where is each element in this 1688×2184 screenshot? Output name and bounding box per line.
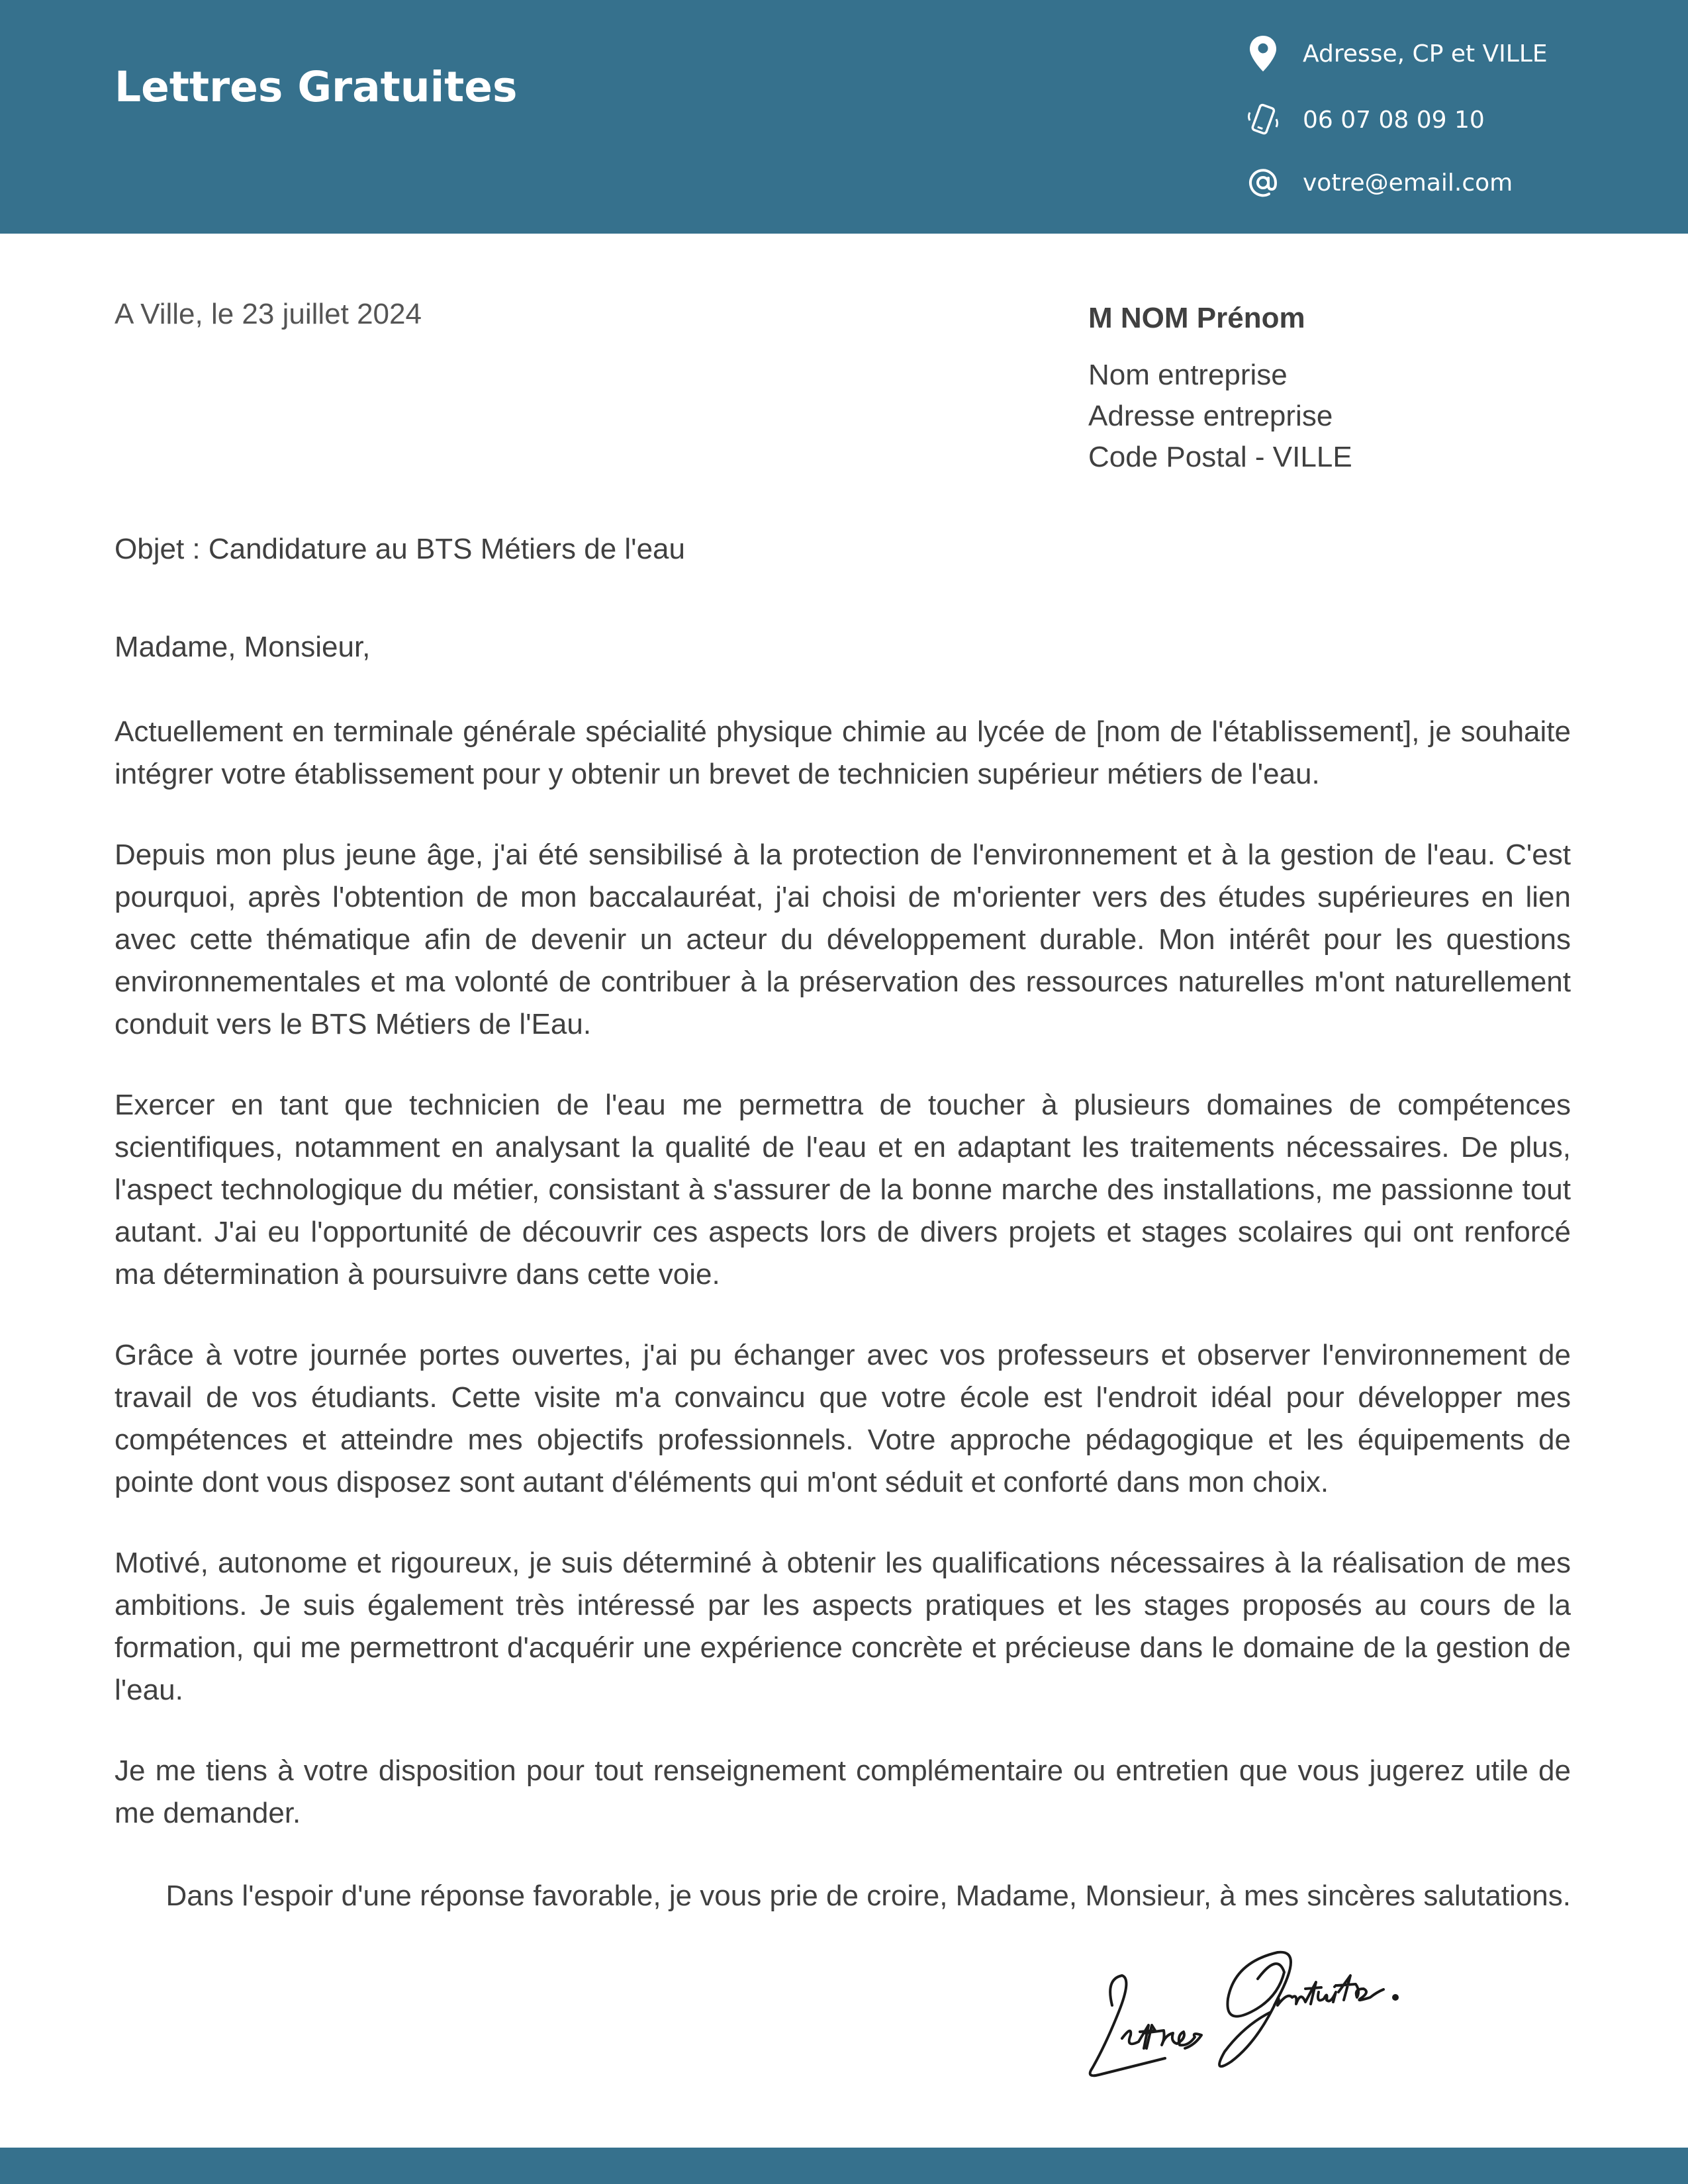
body-paragraph: Depuis mon plus jeune âge, j'ai été sensibilisé à la protection de l'environnement et à la gestion de l'eau. C'est pourquoi, après l'obtention de mon baccalauréat, j'ai choisi de m'orienter vers des études supérieures en lien avec cette thématique afin de devenir un acteur du développement durable. Mon intérêt pour les questions environnementales et ma volonté de contribuer à la préservation des ressources naturelles m'ont naturellement conduit vers le BTS Métiers de l'Eau. [115,839,1571,1040]
body-paragraph: Grâce à votre journée portes ouvertes, j'ai pu échanger avec vos professeurs et observer l'environnement de travail de vos étudiants. Cette visite m'a convaincu que votre école est l'endroit idéal pour développer mes compétences et atteindre mes objectifs professionnels. Votre approche pédagogique et les équipements de pointe dont vous disposez sont autant d'éléments qui m'ont séduit et conforté dans mon choix. [115,1339,1571,1498]
letter-closing: Dans l'espoir d'une réponse favorable, je vous prie de croire, Madame, Monsieur, à mes sincères salutations. [165,1880,1571,1912]
contact-email [1244,163,1513,203]
letter-body [115,711,1571,1873]
contact-email-text: votre@email.com [1303,169,1513,197]
brand-name: Lettres Gratuites [115,63,518,111]
body-paragraph: Motivé, autonome et rigoureux, je suis déterminé à obtenir les qualifications nécessaires à la réalisation de mes ambitions. Je suis également très intéressé par les aspects pratiques et les stages proposés au cours de la formation, qui me permettront d'acquérir une expérience concrète et précieuse dans le domaine de la gestion de l'eau. [115,1547,1571,1706]
letter-subject: Objet : Candidature au BTS Métiers de l'eau [115,533,685,565]
contact-address [1244,34,1548,73]
at-sign-icon [1244,164,1282,201]
location-pin-icon [1244,35,1282,72]
recipient-city: Code Postal - VILLE [1088,441,1352,473]
phone-icon [1244,101,1282,138]
contact-phone [1244,100,1485,140]
letterhead-banner [0,0,1688,234]
body-paragraph: Exercer en tant que technicien de l'eau me permettra de toucher à plusieurs domaines de compétences scientifiques, notamment en analysant la qualité de l'eau et en adaptant les traitements nécessaires. De plus, l'aspect technologique du métier, consistant à s'assurer de la bonne marche des installations, me passionne tout autant. J'ai eu l'opportunité de découvrir ces aspects lors de divers projets et stages scolaires qui ont renforcé ma détermination à poursuivre dans cette voie. [115,1089,1571,1291]
contact-phone-text: 06 07 08 09 10 [1303,106,1485,134]
letter-greeting: Madame, Monsieur, [115,631,371,663]
letter-date: A Ville, le 23 juillet 2024 [115,298,422,330]
contact-address-text: Adresse, CP et VILLE [1303,40,1548,68]
footer-bar [0,2148,1688,2184]
recipient-name: M NOM Prénom [1088,302,1305,334]
recipient-company: Nom entreprise [1088,359,1288,391]
body-paragraph: Actuellement en terminale générale spécialité physique chimie au lycée de [nom de l'établissement], je souhaite intégrer votre établissement pour y obtenir un brevet de technicien supérieur métiers de l'eau. [115,715,1571,790]
body-paragraph: Je me tiens à votre disposition pour tout renseignement complémentaire ou entretien que vous jugerez utile de me demander. [115,1754,1571,1829]
recipient-block [1088,298,1352,478]
recipient-address: Adresse entreprise [1088,400,1333,432]
handwritten-signature [1059,1926,1443,2091]
